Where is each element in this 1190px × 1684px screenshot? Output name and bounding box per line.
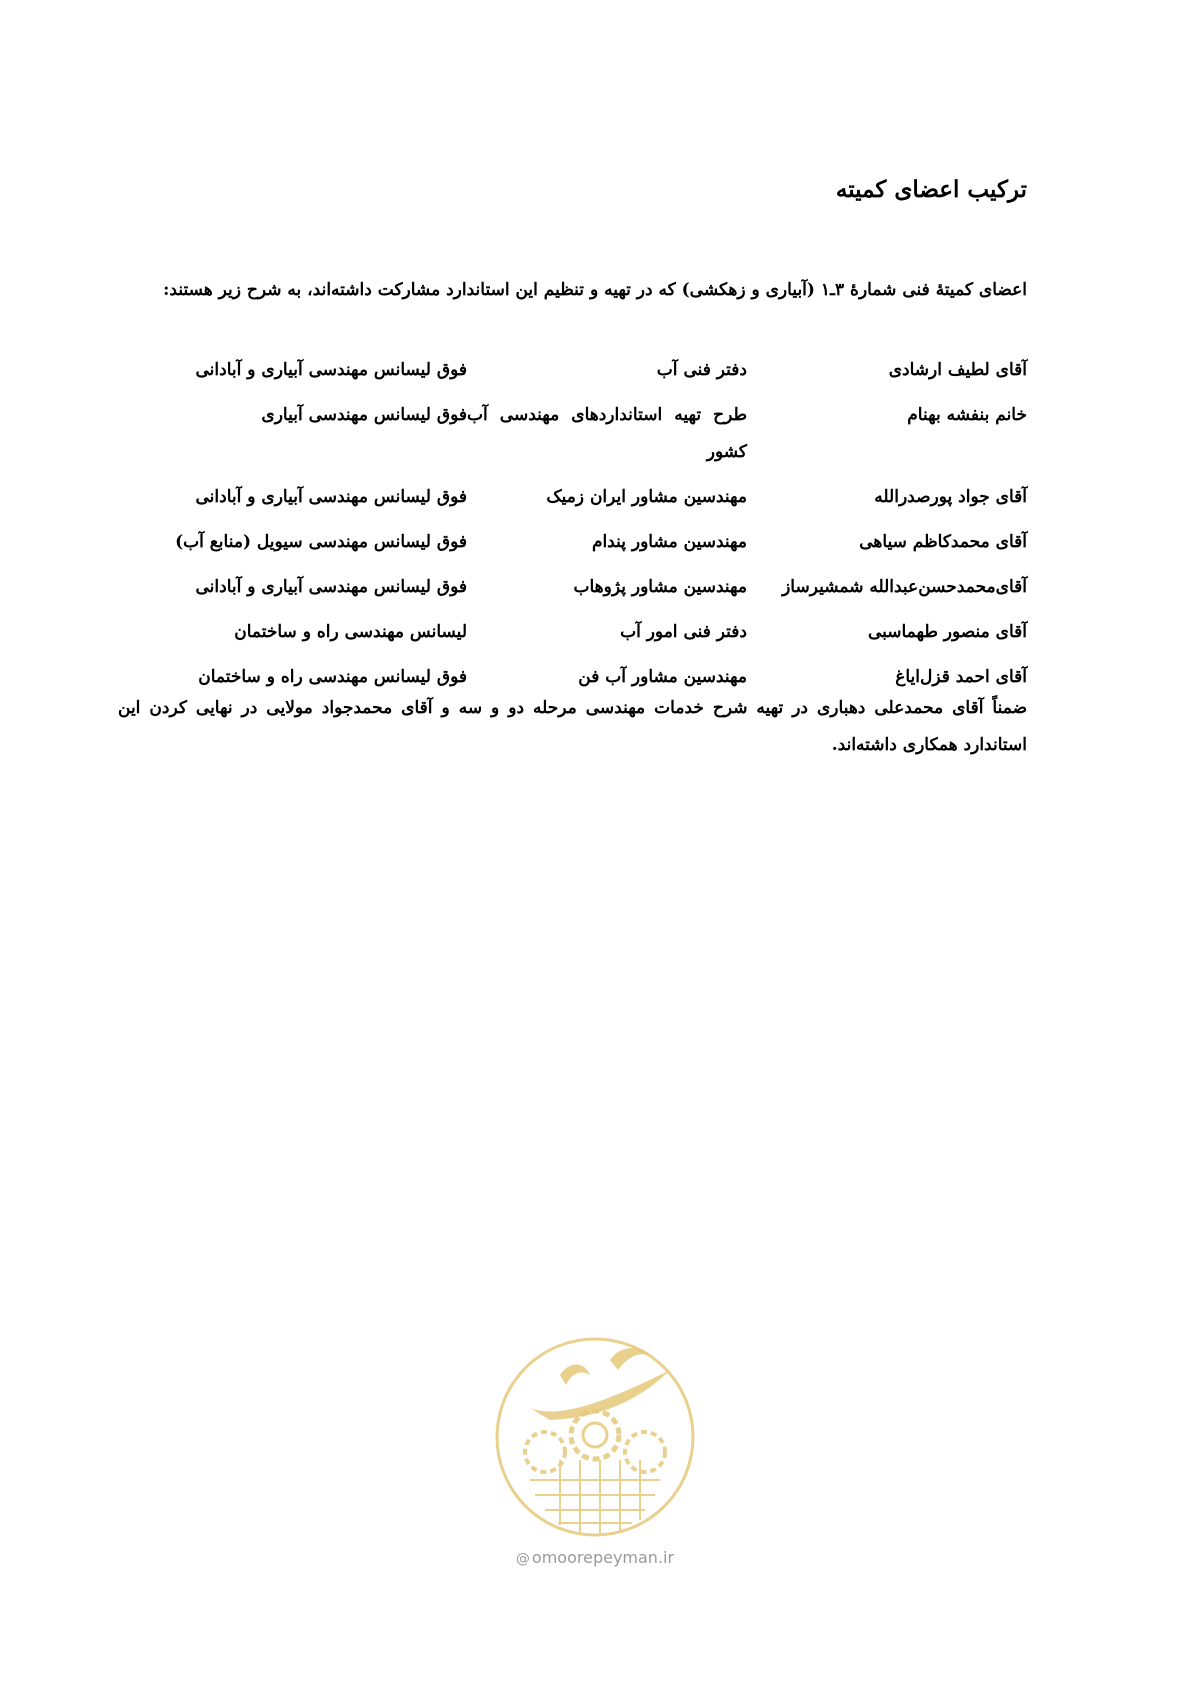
member-degree: لیسانس مهندسی راه و ساختمان xyxy=(234,622,467,642)
member-row xyxy=(118,614,1027,651)
at-icon: @ xyxy=(515,1551,530,1567)
member-degree: فوق لیسانس مهندسی سیویل (منابع آب) xyxy=(175,532,467,552)
member-degree: فوق لیسانس مهندسی آبیاری و آبادانی xyxy=(195,487,467,507)
member-organization: دفتر فنی آب xyxy=(656,360,747,380)
member-name: آقای‌محمدحسن‌عبدالله شمشیرساز xyxy=(782,577,1027,597)
member-row xyxy=(118,524,1027,561)
watermark-website xyxy=(490,1548,700,1567)
member-name: آقای منصور طهماسبی xyxy=(867,622,1027,642)
member-organization: مهندسین مشاور پژوهاب xyxy=(573,577,747,597)
footer-note: ضمناً آقای محمدعلی دهباری در تهیه شرح خدمات مهندسی مرحله دو و سه و آقای محمدجواد مولایی در نهایی کردن این استاندارد همکاری داشته‌اند. xyxy=(118,698,1027,755)
member-organization: مهندسین مشاور پندام xyxy=(591,532,747,552)
member-row xyxy=(118,352,1027,389)
member-name: آقای احمد قزل‌ایاغ xyxy=(895,667,1027,687)
intro-paragraph: اعضای کمیتهٔ فنی شمارهٔ ۳ـ۱ (آبیاری و زهکشی) که در تهیه و تنظیم این استاندارد مشارکت داشته‌اند، به شرح زیر هستند: xyxy=(163,280,1027,300)
member-degree: فوق لیسانس مهندسی راه و ساختمان xyxy=(198,667,467,687)
member-row xyxy=(118,397,1027,471)
members-list xyxy=(118,352,1027,696)
member-name: خانم بنفشه بهنام xyxy=(907,405,1027,425)
website-text: omoorepeyman.ir xyxy=(531,1548,675,1567)
member-degree: فوق لیسانس مهندسی آبیاری و آبادانی xyxy=(195,577,467,597)
member-organization: دفتر فنی امور آب xyxy=(620,622,747,642)
member-row xyxy=(118,479,1027,516)
watermark-logo-icon xyxy=(490,1330,700,1545)
member-organization: مهندسین مشاور آب فن xyxy=(578,667,747,687)
page-title: ترکیب اعضای کمیته xyxy=(835,176,1027,203)
member-name: آقای محمدکاظم سیاهی xyxy=(859,532,1027,552)
member-name: آقای لطیف ارشادی xyxy=(888,360,1027,380)
member-degree: فوق لیسانس مهندسی آبیاری xyxy=(261,405,467,425)
member-degree: فوق لیسانس مهندسی آبیاری و آبادانی xyxy=(195,360,467,380)
member-organization: طرح تهیه استانداردهای مهندسی آب کشور xyxy=(467,405,747,462)
member-organization: مهندسین مشاور ایران زمیک xyxy=(546,487,747,507)
member-row xyxy=(118,569,1027,606)
member-name: آقای جواد پورصدرالله xyxy=(874,487,1027,507)
